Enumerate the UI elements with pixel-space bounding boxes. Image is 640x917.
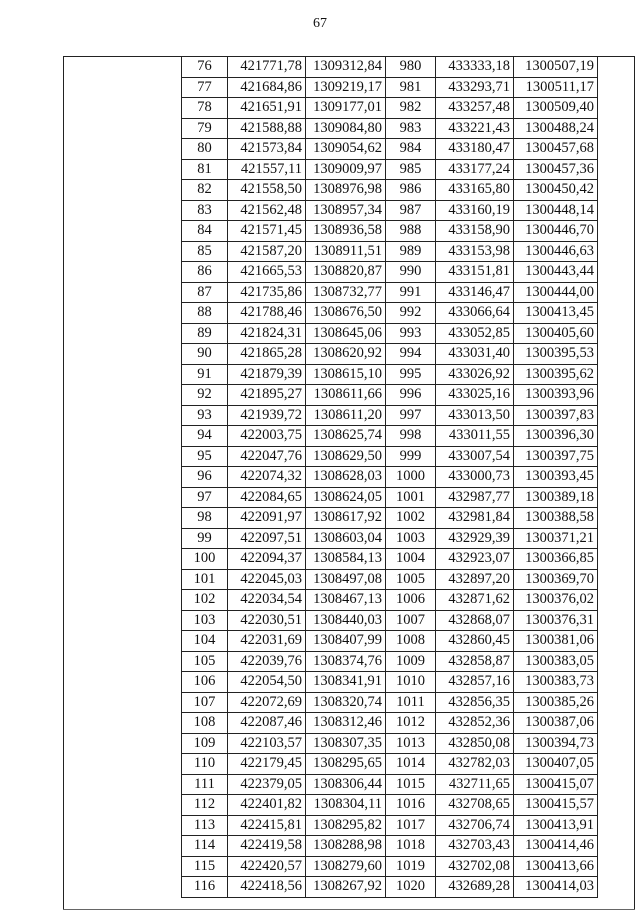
y-coordinate-b: 1300507,19 xyxy=(514,57,598,78)
point-number-b: 992 xyxy=(386,303,436,324)
y-coordinate-a: 1308676,50 xyxy=(306,303,386,324)
table-row xyxy=(182,262,598,283)
point-number-b: 991 xyxy=(386,282,436,303)
point-number-a: 86 xyxy=(182,262,228,283)
point-number-b: 988 xyxy=(386,221,436,242)
table-row xyxy=(182,446,598,467)
y-coordinate-b: 1300413,91 xyxy=(514,815,598,836)
table-row xyxy=(182,57,598,78)
table-row xyxy=(182,303,598,324)
x-coordinate-a: 421588,88 xyxy=(228,118,306,139)
point-number-b: 996 xyxy=(386,385,436,406)
x-coordinate-b: 433025,16 xyxy=(436,385,514,406)
y-coordinate-a: 1308467,13 xyxy=(306,590,386,611)
x-coordinate-b: 432929,39 xyxy=(436,528,514,549)
x-coordinate-a: 421735,86 xyxy=(228,282,306,303)
point-number-a: 94 xyxy=(182,426,228,447)
x-coordinate-a: 422415,81 xyxy=(228,815,306,836)
y-coordinate-b: 1300397,75 xyxy=(514,446,598,467)
point-number-b: 1016 xyxy=(386,795,436,816)
point-number-b: 984 xyxy=(386,139,436,160)
x-coordinate-a: 421684,86 xyxy=(228,77,306,98)
point-number-b: 1007 xyxy=(386,610,436,631)
y-coordinate-b: 1300385,26 xyxy=(514,692,598,713)
x-coordinate-b: 433160,19 xyxy=(436,200,514,221)
table-row xyxy=(182,77,598,98)
y-coordinate-b: 1300407,05 xyxy=(514,754,598,775)
x-coordinate-b: 432857,16 xyxy=(436,672,514,693)
x-coordinate-b: 432897,20 xyxy=(436,569,514,590)
table-row xyxy=(182,364,598,385)
y-coordinate-b: 1300488,24 xyxy=(514,118,598,139)
x-coordinate-a: 422039,76 xyxy=(228,651,306,672)
x-coordinate-a: 422087,46 xyxy=(228,713,306,734)
table-row xyxy=(182,467,598,488)
point-number-a: 103 xyxy=(182,610,228,631)
point-number-b: 1009 xyxy=(386,651,436,672)
x-coordinate-b: 433151,81 xyxy=(436,262,514,283)
x-coordinate-a: 421557,11 xyxy=(228,159,306,180)
point-number-a: 91 xyxy=(182,364,228,385)
x-coordinate-b: 433013,50 xyxy=(436,405,514,426)
table-row xyxy=(182,221,598,242)
x-coordinate-b: 432703,43 xyxy=(436,836,514,857)
x-coordinate-a: 421865,28 xyxy=(228,344,306,365)
x-coordinate-a: 421587,20 xyxy=(228,241,306,262)
y-coordinate-b: 1300376,02 xyxy=(514,590,598,611)
y-coordinate-b: 1300415,57 xyxy=(514,795,598,816)
point-number-a: 78 xyxy=(182,98,228,119)
y-coordinate-b: 1300383,73 xyxy=(514,672,598,693)
x-coordinate-b: 433158,90 xyxy=(436,221,514,242)
point-number-a: 105 xyxy=(182,651,228,672)
x-coordinate-b: 432871,62 xyxy=(436,590,514,611)
point-number-b: 982 xyxy=(386,98,436,119)
x-coordinate-a: 422401,82 xyxy=(228,795,306,816)
point-number-b: 1005 xyxy=(386,569,436,590)
point-number-a: 99 xyxy=(182,528,228,549)
point-number-b: 995 xyxy=(386,364,436,385)
y-coordinate-b: 1300387,06 xyxy=(514,713,598,734)
y-coordinate-b: 1300381,06 xyxy=(514,631,598,652)
x-coordinate-b: 433165,80 xyxy=(436,180,514,201)
x-coordinate-b: 433011,55 xyxy=(436,426,514,447)
table-row xyxy=(182,877,598,898)
x-coordinate-a: 421771,78 xyxy=(228,57,306,78)
x-coordinate-a: 422045,03 xyxy=(228,569,306,590)
x-coordinate-a: 422031,69 xyxy=(228,631,306,652)
point-number-b: 1017 xyxy=(386,815,436,836)
table-row xyxy=(182,282,598,303)
point-number-a: 108 xyxy=(182,713,228,734)
y-coordinate-b: 1300413,66 xyxy=(514,856,598,877)
point-number-a: 82 xyxy=(182,180,228,201)
page-number: 67 xyxy=(313,16,327,31)
point-number-b: 986 xyxy=(386,180,436,201)
y-coordinate-b: 1300397,83 xyxy=(514,405,598,426)
y-coordinate-b: 1300415,07 xyxy=(514,774,598,795)
point-number-a: 93 xyxy=(182,405,228,426)
y-coordinate-a: 1308615,10 xyxy=(306,364,386,385)
y-coordinate-a: 1308629,50 xyxy=(306,446,386,467)
x-coordinate-b: 432987,77 xyxy=(436,487,514,508)
point-number-b: 993 xyxy=(386,323,436,344)
x-coordinate-b: 433031,40 xyxy=(436,344,514,365)
y-coordinate-b: 1300414,46 xyxy=(514,836,598,857)
table-row xyxy=(182,487,598,508)
point-number-b: 1011 xyxy=(386,692,436,713)
y-coordinate-a: 1309009,97 xyxy=(306,159,386,180)
y-coordinate-b: 1300395,53 xyxy=(514,344,598,365)
x-coordinate-a: 422094,37 xyxy=(228,549,306,570)
point-number-b: 1018 xyxy=(386,836,436,857)
bottom-divider xyxy=(63,909,635,910)
point-number-b: 1001 xyxy=(386,487,436,508)
x-coordinate-a: 422072,69 xyxy=(228,692,306,713)
y-coordinate-a: 1308374,76 xyxy=(306,651,386,672)
x-coordinate-b: 432923,07 xyxy=(436,549,514,570)
y-coordinate-b: 1300388,58 xyxy=(514,508,598,529)
y-coordinate-b: 1300371,21 xyxy=(514,528,598,549)
x-coordinate-b: 432850,08 xyxy=(436,733,514,754)
table-row xyxy=(182,385,598,406)
x-coordinate-a: 421788,46 xyxy=(228,303,306,324)
y-coordinate-a: 1308611,66 xyxy=(306,385,386,406)
point-number-b: 1006 xyxy=(386,590,436,611)
table-row xyxy=(182,405,598,426)
point-number-b: 985 xyxy=(386,159,436,180)
table-row xyxy=(182,159,598,180)
x-coordinate-b: 433146,47 xyxy=(436,282,514,303)
y-coordinate-a: 1308307,35 xyxy=(306,733,386,754)
y-coordinate-a: 1308976,98 xyxy=(306,180,386,201)
y-coordinate-b: 1300369,70 xyxy=(514,569,598,590)
point-number-a: 77 xyxy=(182,77,228,98)
y-coordinate-a: 1308620,92 xyxy=(306,344,386,365)
y-coordinate-a: 1308288,98 xyxy=(306,836,386,857)
point-number-b: 1000 xyxy=(386,467,436,488)
x-coordinate-b: 433177,24 xyxy=(436,159,514,180)
point-number-b: 1010 xyxy=(386,672,436,693)
x-coordinate-b: 432706,74 xyxy=(436,815,514,836)
point-number-b: 990 xyxy=(386,262,436,283)
y-coordinate-b: 1300444,00 xyxy=(514,282,598,303)
point-number-a: 95 xyxy=(182,446,228,467)
point-number-a: 79 xyxy=(182,118,228,139)
point-number-a: 87 xyxy=(182,282,228,303)
point-number-a: 115 xyxy=(182,856,228,877)
coordinates-table-body xyxy=(182,57,598,898)
table-row xyxy=(182,569,598,590)
x-coordinate-a: 422420,57 xyxy=(228,856,306,877)
x-coordinate-b: 433052,85 xyxy=(436,323,514,344)
point-number-a: 81 xyxy=(182,159,228,180)
y-coordinate-b: 1300396,30 xyxy=(514,426,598,447)
y-coordinate-a: 1309312,84 xyxy=(306,57,386,78)
point-number-a: 98 xyxy=(182,508,228,529)
point-number-a: 83 xyxy=(182,200,228,221)
y-coordinate-a: 1308624,05 xyxy=(306,487,386,508)
coordinates-table xyxy=(181,56,598,898)
y-coordinate-a: 1309054,62 xyxy=(306,139,386,160)
table-row xyxy=(182,692,598,713)
point-number-a: 106 xyxy=(182,672,228,693)
x-coordinate-b: 432858,87 xyxy=(436,651,514,672)
table-row xyxy=(182,528,598,549)
x-coordinate-a: 422103,57 xyxy=(228,733,306,754)
x-coordinate-b: 433026,92 xyxy=(436,364,514,385)
point-number-b: 989 xyxy=(386,241,436,262)
y-coordinate-b: 1300376,31 xyxy=(514,610,598,631)
y-coordinate-a: 1308267,92 xyxy=(306,877,386,898)
point-number-b: 983 xyxy=(386,118,436,139)
point-number-a: 102 xyxy=(182,590,228,611)
point-number-a: 111 xyxy=(182,774,228,795)
y-coordinate-a: 1308497,08 xyxy=(306,569,386,590)
y-coordinate-a: 1308617,92 xyxy=(306,508,386,529)
y-coordinate-a: 1308611,20 xyxy=(306,405,386,426)
y-coordinate-a: 1308295,65 xyxy=(306,754,386,775)
table-row xyxy=(182,323,598,344)
x-coordinate-a: 422074,32 xyxy=(228,467,306,488)
table-row xyxy=(182,795,598,816)
x-coordinate-a: 421573,84 xyxy=(228,139,306,160)
y-coordinate-b: 1300457,36 xyxy=(514,159,598,180)
table-row xyxy=(182,549,598,570)
y-coordinate-b: 1300413,45 xyxy=(514,303,598,324)
x-coordinate-b: 433221,43 xyxy=(436,118,514,139)
point-number-a: 97 xyxy=(182,487,228,508)
y-coordinate-a: 1308911,51 xyxy=(306,241,386,262)
table-row xyxy=(182,200,598,221)
x-coordinate-a: 422419,58 xyxy=(228,836,306,857)
x-coordinate-b: 432981,84 xyxy=(436,508,514,529)
point-number-a: 85 xyxy=(182,241,228,262)
x-coordinate-a: 422054,50 xyxy=(228,672,306,693)
x-coordinate-b: 432856,35 xyxy=(436,692,514,713)
table-row xyxy=(182,672,598,693)
point-number-a: 112 xyxy=(182,795,228,816)
y-coordinate-a: 1308320,74 xyxy=(306,692,386,713)
x-coordinate-b: 433007,54 xyxy=(436,446,514,467)
x-coordinate-a: 421665,53 xyxy=(228,262,306,283)
y-coordinate-b: 1300389,18 xyxy=(514,487,598,508)
x-coordinate-a: 421895,27 xyxy=(228,385,306,406)
point-number-a: 116 xyxy=(182,877,228,898)
table-row xyxy=(182,98,598,119)
point-number-a: 104 xyxy=(182,631,228,652)
point-number-a: 76 xyxy=(182,57,228,78)
x-coordinate-b: 433333,18 xyxy=(436,57,514,78)
x-coordinate-b: 432708,65 xyxy=(436,795,514,816)
x-coordinate-a: 422097,51 xyxy=(228,528,306,549)
y-coordinate-a: 1308625,74 xyxy=(306,426,386,447)
x-coordinate-a: 421879,39 xyxy=(228,364,306,385)
table-row xyxy=(182,118,598,139)
x-coordinate-a: 421939,72 xyxy=(228,405,306,426)
point-number-a: 88 xyxy=(182,303,228,324)
point-number-b: 1004 xyxy=(386,549,436,570)
x-coordinate-b: 432782,03 xyxy=(436,754,514,775)
table-row xyxy=(182,590,598,611)
x-coordinate-a: 422047,76 xyxy=(228,446,306,467)
x-coordinate-b: 432852,36 xyxy=(436,713,514,734)
y-coordinate-a: 1308407,99 xyxy=(306,631,386,652)
y-coordinate-b: 1300457,68 xyxy=(514,139,598,160)
y-coordinate-b: 1300446,63 xyxy=(514,241,598,262)
table-row xyxy=(182,508,598,529)
y-coordinate-a: 1309219,17 xyxy=(306,77,386,98)
y-coordinate-a: 1308957,34 xyxy=(306,200,386,221)
point-number-b: 1012 xyxy=(386,713,436,734)
x-coordinate-a: 421571,45 xyxy=(228,221,306,242)
table-row xyxy=(182,631,598,652)
x-coordinate-a: 422379,05 xyxy=(228,774,306,795)
y-coordinate-b: 1300511,17 xyxy=(514,77,598,98)
y-coordinate-b: 1300414,03 xyxy=(514,877,598,898)
table-row xyxy=(182,241,598,262)
x-coordinate-a: 422030,51 xyxy=(228,610,306,631)
x-coordinate-a: 422003,75 xyxy=(228,426,306,447)
point-number-a: 113 xyxy=(182,815,228,836)
x-coordinate-a: 421824,31 xyxy=(228,323,306,344)
point-number-b: 1013 xyxy=(386,733,436,754)
point-number-a: 96 xyxy=(182,467,228,488)
y-coordinate-b: 1300393,96 xyxy=(514,385,598,406)
table-row xyxy=(182,836,598,857)
table-row xyxy=(182,610,598,631)
y-coordinate-b: 1300448,14 xyxy=(514,200,598,221)
point-number-a: 114 xyxy=(182,836,228,857)
point-number-b: 1003 xyxy=(386,528,436,549)
table-row xyxy=(182,754,598,775)
y-coordinate-a: 1308279,60 xyxy=(306,856,386,877)
y-coordinate-a: 1308584,13 xyxy=(306,549,386,570)
point-number-a: 110 xyxy=(182,754,228,775)
y-coordinate-a: 1308820,87 xyxy=(306,262,386,283)
y-coordinate-a: 1308440,03 xyxy=(306,610,386,631)
y-coordinate-a: 1308306,44 xyxy=(306,774,386,795)
point-number-b: 1019 xyxy=(386,856,436,877)
x-coordinate-b: 433153,98 xyxy=(436,241,514,262)
point-number-b: 1020 xyxy=(386,877,436,898)
y-coordinate-b: 1300450,42 xyxy=(514,180,598,201)
y-coordinate-a: 1308304,11 xyxy=(306,795,386,816)
y-coordinate-b: 1300383,05 xyxy=(514,651,598,672)
y-coordinate-b: 1300395,62 xyxy=(514,364,598,385)
y-coordinate-b: 1300405,60 xyxy=(514,323,598,344)
x-coordinate-a: 422179,45 xyxy=(228,754,306,775)
point-number-a: 90 xyxy=(182,344,228,365)
y-coordinate-b: 1300443,44 xyxy=(514,262,598,283)
table-row xyxy=(182,713,598,734)
y-coordinate-b: 1300393,45 xyxy=(514,467,598,488)
y-coordinate-a: 1308732,77 xyxy=(306,282,386,303)
y-coordinate-a: 1308603,04 xyxy=(306,528,386,549)
point-number-b: 994 xyxy=(386,344,436,365)
point-number-a: 109 xyxy=(182,733,228,754)
point-number-a: 92 xyxy=(182,385,228,406)
table-row xyxy=(182,139,598,160)
y-coordinate-a: 1308628,03 xyxy=(306,467,386,488)
x-coordinate-b: 433257,48 xyxy=(436,98,514,119)
y-coordinate-a: 1308341,91 xyxy=(306,672,386,693)
x-coordinate-b: 433066,64 xyxy=(436,303,514,324)
x-coordinate-b: 432868,07 xyxy=(436,610,514,631)
x-coordinate-b: 433180,47 xyxy=(436,139,514,160)
table-row xyxy=(182,774,598,795)
table-row xyxy=(182,815,598,836)
y-coordinate-a: 1308295,82 xyxy=(306,815,386,836)
y-coordinate-a: 1309177,01 xyxy=(306,98,386,119)
point-number-b: 997 xyxy=(386,405,436,426)
x-coordinate-a: 422084,65 xyxy=(228,487,306,508)
table-row xyxy=(182,344,598,365)
point-number-b: 1008 xyxy=(386,631,436,652)
y-coordinate-b: 1300509,40 xyxy=(514,98,598,119)
x-coordinate-a: 422034,54 xyxy=(228,590,306,611)
point-number-b: 980 xyxy=(386,57,436,78)
point-number-b: 999 xyxy=(386,446,436,467)
x-coordinate-b: 432860,45 xyxy=(436,631,514,652)
y-coordinate-b: 1300366,85 xyxy=(514,549,598,570)
x-coordinate-b: 432702,08 xyxy=(436,856,514,877)
point-number-b: 998 xyxy=(386,426,436,447)
x-coordinate-a: 421558,50 xyxy=(228,180,306,201)
x-coordinate-a: 421562,48 xyxy=(228,200,306,221)
y-coordinate-b: 1300394,73 xyxy=(514,733,598,754)
y-coordinate-b: 1300446,70 xyxy=(514,221,598,242)
table-row xyxy=(182,733,598,754)
point-number-b: 981 xyxy=(386,77,436,98)
x-coordinate-b: 432711,65 xyxy=(436,774,514,795)
x-coordinate-a: 422418,56 xyxy=(228,877,306,898)
x-coordinate-b: 433000,73 xyxy=(436,467,514,488)
point-number-b: 1014 xyxy=(386,754,436,775)
point-number-a: 100 xyxy=(182,549,228,570)
y-coordinate-a: 1308645,06 xyxy=(306,323,386,344)
table-row xyxy=(182,180,598,201)
point-number-a: 101 xyxy=(182,569,228,590)
y-coordinate-a: 1308936,58 xyxy=(306,221,386,242)
table-row xyxy=(182,426,598,447)
table-row xyxy=(182,651,598,672)
x-coordinate-b: 433293,71 xyxy=(436,77,514,98)
x-coordinate-b: 432689,28 xyxy=(436,877,514,898)
point-number-b: 1002 xyxy=(386,508,436,529)
point-number-a: 80 xyxy=(182,139,228,160)
table-row xyxy=(182,856,598,877)
x-coordinate-a: 421651,91 xyxy=(228,98,306,119)
y-coordinate-a: 1309084,80 xyxy=(306,118,386,139)
x-coordinate-a: 422091,97 xyxy=(228,508,306,529)
point-number-a: 84 xyxy=(182,221,228,242)
point-number-b: 1015 xyxy=(386,774,436,795)
point-number-b: 987 xyxy=(386,200,436,221)
point-number-a: 89 xyxy=(182,323,228,344)
point-number-a: 107 xyxy=(182,692,228,713)
y-coordinate-a: 1308312,46 xyxy=(306,713,386,734)
